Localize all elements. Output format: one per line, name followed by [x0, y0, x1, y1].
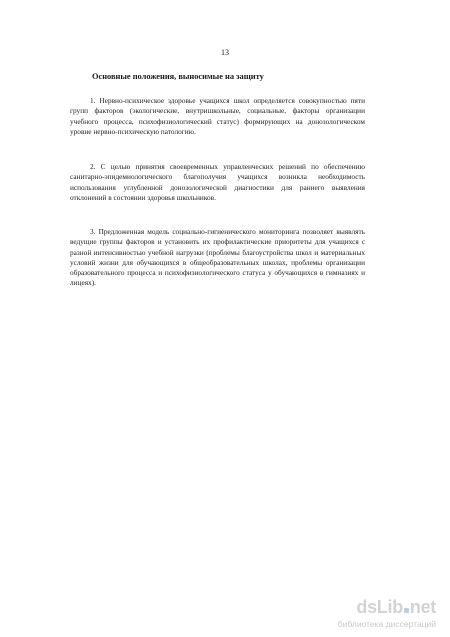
logo-text-dslib: dsLib: [356, 597, 403, 617]
dslib-logo: [356, 597, 436, 618]
section-heading: Основные положения, выносимые на защиту: [92, 72, 264, 81]
logo-dot-icon: [404, 608, 409, 613]
page-number: 13: [221, 48, 229, 57]
paragraph-3: 3. Предложенная модель социально-гигиенического мониторинга позволяет выявлять ведущие группы факторов и установить их профилактические приоритеты для учащихся с разной интенсивностью учебной нагрузки (проблемы благоустройства школ и материальных условий жизни для обучающихся в общеобразовательных школах, проблемы организации образовательного процесса и психофизиологического статуса у обучающихся в гимназиях и лицеях).: [70, 227, 365, 288]
logo-text-net: net: [409, 597, 436, 617]
watermark-caption: библиотека диссертаций: [337, 619, 436, 629]
dslib-watermark: [337, 597, 436, 631]
paragraph-2: 2. С целью принятия своевременных управленческих решений по обеспечению санитарно-эпидемиологического благополучия учащихся возникла необходимость использования углубленной донозологической диагностики для раннего выявления отклонений в состоянии здоровья школьников.: [70, 162, 365, 202]
paragraph-1: 1. Нервно-психическое здоровье учащихся школ определяется совокупностью пяти групп факторов (экологические, внутришкольные, социальные, факторы организации учебного процесса, психофизиологический статус) формирующих на донозологическом уровне нервно-психическую патологию.: [70, 96, 365, 136]
